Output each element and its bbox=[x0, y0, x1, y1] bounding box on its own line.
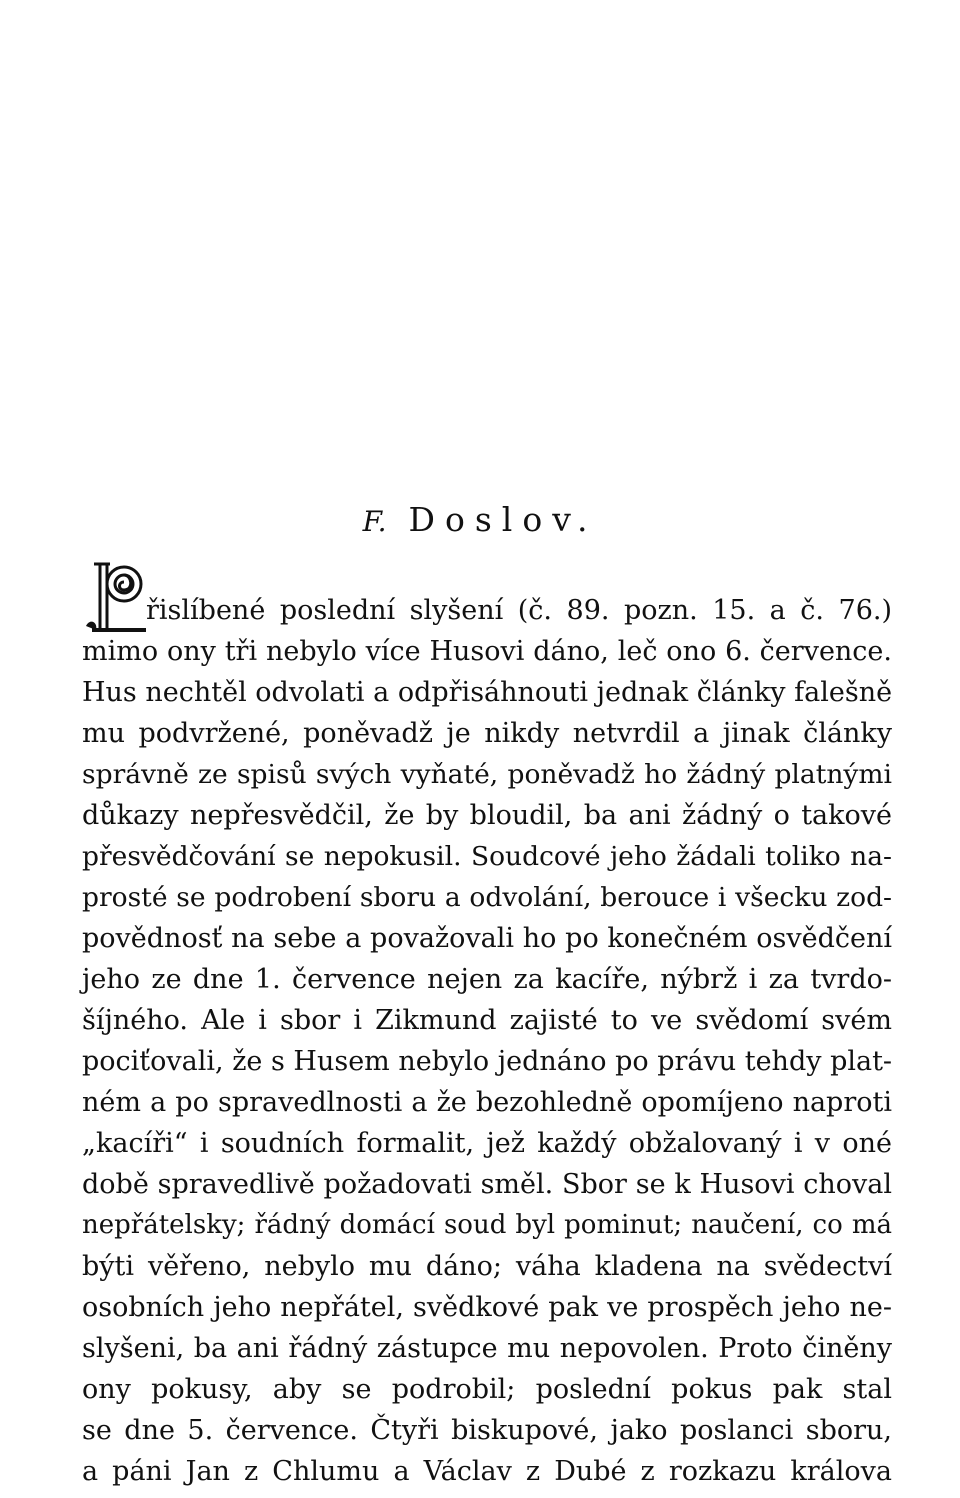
text-line: správně ze spisů svých vyňaté, poněvadž ho žádný platnými bbox=[82, 759, 892, 790]
text-line: ném a po spravedlnosti a že bezohledně opomíjeno naproti bbox=[82, 1087, 892, 1118]
text-line: jeho ze dne 1. července nejen za kacíře, nýbrž i za tvrdo- bbox=[82, 964, 892, 995]
text-line: nepřátelsky; řádný domácí soud byl pominut; naučení, co má bbox=[82, 1210, 892, 1240]
text-line: a páni Jan z Chlumu a Václav z Dubé z rozkazu králova bbox=[82, 1456, 892, 1487]
text-line: Hus nechtěl odvolati a odpřisáhnouti jednak články falešně bbox=[82, 677, 893, 708]
text-line: přesvědčování se nepokusil. Soudcové jeho žádali toliko na- bbox=[82, 841, 892, 872]
chapter-title: Doslov. bbox=[408, 500, 598, 539]
text-line: býti věřeno, nebylo mu dáno; váha kladena na svědectví bbox=[82, 1251, 892, 1282]
body-text bbox=[82, 590, 892, 1492]
text-line: ony pokusy, aby se podrobil; poslední pokus pak stal bbox=[82, 1374, 892, 1405]
text-line: povědnosť na sebe a považovali ho po konečném osvědčení bbox=[82, 923, 892, 954]
section-mark: F. bbox=[362, 505, 387, 538]
text-line: mu podvržené, poněvadž je nikdy netvrdil a jinak články bbox=[82, 718, 892, 749]
text-line: slyšeni, ba ani řádný zástupce mu nepovolen. Proto činěny bbox=[82, 1333, 892, 1364]
text-line: osobních jeho nepřátel, svědkové pak ve prospěch jeho ne- bbox=[82, 1292, 892, 1323]
text-line: mimo ony tři nebylo více Husovi dáno, leč ono 6. července. bbox=[82, 636, 892, 667]
text-line: důkazy nepřesvědčil, že by bloudil, ba ani žádný o takové bbox=[82, 800, 892, 831]
text-line: pociťovali, že s Husem nebylo jednáno po právu tehdy plat- bbox=[82, 1046, 893, 1077]
text-line: se dne 5. července. Čtyři biskupové, jako poslanci sboru, bbox=[82, 1415, 892, 1446]
text-line: době spravedlivě požadovati směl. Sbor se k Husovi choval bbox=[82, 1169, 892, 1200]
text-line: „kacíři“ i soudních formalit, jež každý obžalovaný i v oné bbox=[82, 1128, 892, 1159]
chapter-heading bbox=[0, 500, 960, 539]
text-line: prosté se podrobení sboru a odvolání, berouce i všecku zod- bbox=[82, 882, 892, 913]
text-line: řislíbené poslední slyšení (č. 89. pozn. 15. a č. 76.) bbox=[146, 595, 892, 626]
text-line: šíjného. Ale i sbor i Zikmund zajisté to ve svědomí svém bbox=[82, 1005, 892, 1036]
